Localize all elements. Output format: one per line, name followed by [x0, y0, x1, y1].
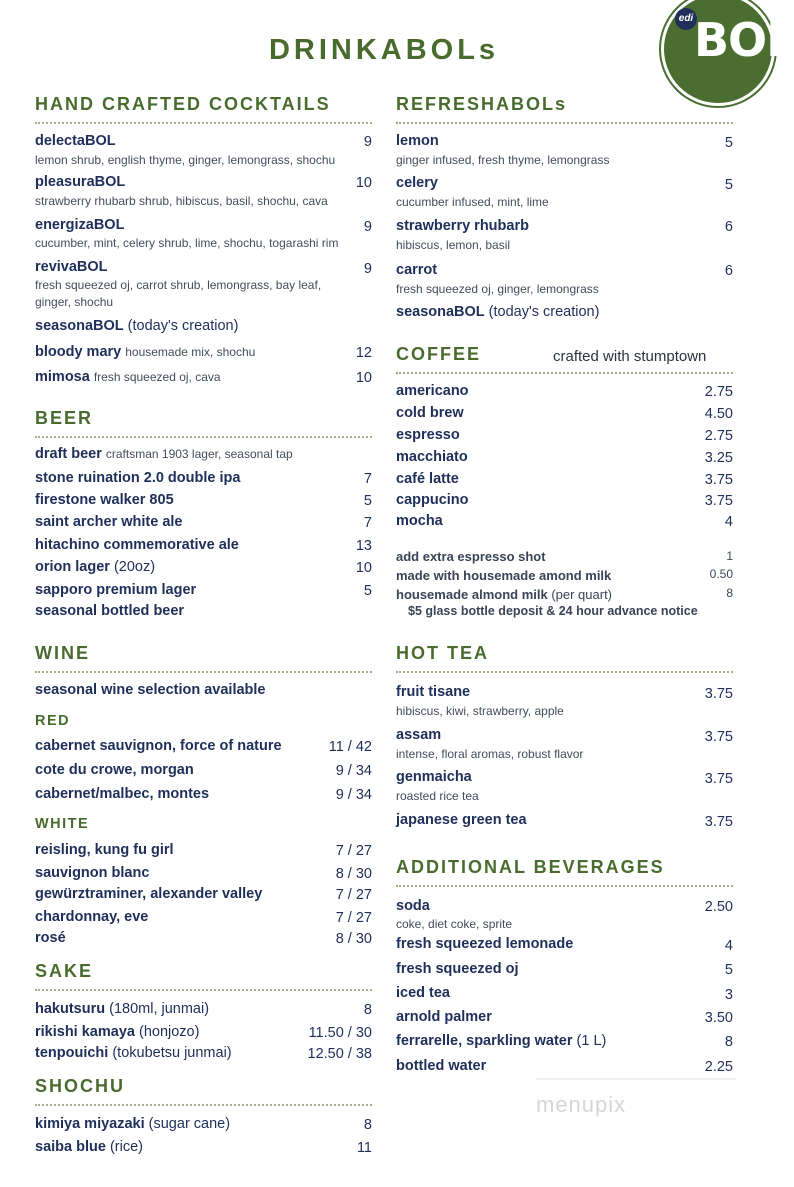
item-description: cucumber infused, mint, lime	[396, 195, 549, 209]
menu-item	[35, 1116, 230, 1132]
item-name: hakutsuru	[35, 1001, 106, 1017]
menu-item	[396, 304, 599, 320]
menu-item: fruit tisane	[396, 684, 471, 700]
white-wine-heading: WHITE	[35, 816, 90, 832]
item-name: kimiya miyazaki	[35, 1116, 145, 1132]
coffee-heading: COFFEE	[396, 344, 482, 364]
item-description: hibiscus, kiwi, strawberry, apple	[396, 704, 564, 718]
menu-item: pleasuraBOL	[35, 174, 126, 190]
addon-price: 1	[726, 549, 733, 563]
item-note: (tokubetsu junmai)	[108, 1045, 232, 1061]
section-divider	[35, 122, 372, 124]
item-price: 9	[363, 134, 372, 150]
item-price: 3.75	[704, 814, 733, 830]
item-note: (today's creation)	[123, 318, 239, 334]
refreshabols-heading: REFRESHABOLs	[396, 94, 568, 114]
section-divider	[396, 372, 733, 374]
wine-heading: WINE	[35, 643, 90, 663]
menu-item: stone ruination 2.0 double ipa	[35, 470, 241, 486]
item-price: 5	[363, 493, 372, 509]
logo-bol-text: BOL	[694, 13, 794, 67]
item-price: 5	[724, 962, 733, 978]
item-name: mimosa	[35, 369, 90, 385]
item-price: 11.50 / 30	[308, 1025, 372, 1041]
item-name: bloody mary	[35, 344, 122, 360]
item-price: 7 / 27	[335, 843, 372, 859]
item-price: 8	[724, 1034, 733, 1050]
section-divider	[35, 436, 372, 438]
menu-item	[35, 344, 255, 360]
menu-item: lemon	[396, 133, 439, 149]
shochu-heading: SHOCHU	[35, 1076, 126, 1096]
menu-item: hitachino commemorative ale	[35, 537, 239, 553]
menu-item: cote du crowe, morgan	[35, 762, 194, 778]
section-divider	[396, 122, 733, 124]
item-price: 8 / 30	[335, 931, 372, 947]
menu-item	[35, 369, 221, 385]
menu-item: genmaicha	[396, 769, 472, 785]
item-name: orion lager	[35, 559, 110, 575]
section-divider	[35, 1104, 372, 1106]
item-description: fresh squeezed oj, carrot shrub, lemongrass, bay leaf,	[35, 278, 322, 292]
item-price: 9 / 34	[335, 787, 372, 803]
coffee-addon: made with housemade amond milk	[396, 568, 612, 583]
section-divider	[35, 989, 372, 991]
menu-item: bottled water	[396, 1058, 487, 1074]
item-description: craftsman 1903 lager, seasonal tap	[105, 447, 293, 461]
menu-item: firestone walker 805	[35, 492, 174, 508]
item-price: 6	[724, 263, 733, 279]
item-price: 3	[724, 987, 733, 1003]
item-price: 2.75	[704, 384, 733, 400]
menu-item: soda	[396, 898, 430, 914]
item-price: 4.50	[704, 406, 733, 422]
menupix-watermark: menupix	[536, 1092, 627, 1117]
menu-item: gewürztraminer, alexander valley	[35, 886, 263, 902]
menu-item: macchiato	[396, 449, 468, 465]
menu-item: cold brew	[396, 405, 464, 421]
menu-item: cabernet sauvignon, force of nature	[35, 738, 282, 754]
beer-heading: BEER	[35, 408, 94, 428]
menu-item: americano	[396, 383, 469, 399]
sake-heading: SAKE	[35, 961, 94, 981]
item-name: ferrarelle, sparkling water	[396, 1033, 573, 1049]
menu-item	[35, 446, 293, 462]
menu-item: japanese green tea	[396, 812, 527, 828]
menu-item: sauvignon blanc	[35, 865, 150, 881]
menu-item: sapporo premium lager	[35, 582, 197, 598]
menu-item: strawberry rhubarb	[396, 218, 529, 234]
item-note: (honjozo)	[134, 1024, 200, 1040]
item-price: 5	[724, 177, 733, 193]
item-price: 9	[363, 219, 372, 235]
menu-item: café latte	[396, 471, 459, 487]
item-price: 12.50 / 38	[307, 1046, 372, 1062]
item-price: 3.75	[704, 472, 733, 488]
menu-item	[35, 1024, 199, 1040]
addon-price: 8	[726, 586, 733, 600]
item-price: 8	[363, 1117, 372, 1133]
item-note: (rice)	[105, 1139, 143, 1155]
item-price: 2.75	[704, 428, 733, 444]
item-description: ginger infused, fresh thyme, lemongrass	[396, 153, 610, 167]
item-price: 8 / 30	[335, 866, 372, 882]
menu-item: fresh squeezed oj	[396, 961, 519, 977]
cocktails-heading: HAND CRAFTED COCKTAILS	[35, 94, 331, 114]
menu-item: chardonnay, eve	[35, 909, 149, 925]
item-price: 3.50	[704, 1010, 733, 1026]
coffee-tagline: crafted with stumptown	[553, 348, 707, 365]
wine-availability-note: seasonal wine selection available	[35, 682, 266, 698]
item-name: saiba blue	[35, 1139, 106, 1155]
addon-price: 0.50	[709, 567, 733, 581]
item-description: coke, diet coke, sprite	[396, 917, 513, 931]
coffee-addon	[396, 587, 612, 602]
menu-item: espresso	[396, 427, 460, 443]
additional-beverages-heading: ADDITIONAL BEVERAGES	[396, 857, 665, 877]
item-price: 4	[724, 514, 733, 530]
menu-item: mocha	[396, 513, 443, 529]
item-description: roasted rice tea	[396, 789, 479, 803]
item-note: (180ml, junmai)	[105, 1001, 210, 1017]
item-price: 9 / 34	[335, 763, 372, 779]
item-price: 2.25	[704, 1059, 733, 1075]
item-description: fresh squeezed oj, ginger, lemongrass	[396, 282, 599, 296]
menu-item: reisling, kung fu girl	[35, 842, 174, 858]
menu-item: delectaBOL	[35, 133, 116, 149]
item-price: 3.75	[704, 686, 733, 702]
menu-item: fresh squeezed lemonade	[396, 936, 574, 952]
item-price: 5	[363, 583, 372, 599]
menu-item	[35, 1001, 209, 1017]
item-price: 3.25	[704, 450, 733, 466]
menu-item	[35, 1045, 232, 1061]
addon-note: (per quart)	[547, 587, 613, 602]
section-divider	[396, 671, 733, 673]
item-description: lemon shrub, english thyme, ginger, lemongrass, shochu	[35, 153, 336, 167]
edibol-logo	[661, 0, 794, 106]
deposit-note: $5 glass bottle deposit & 24 hour advance notice	[408, 604, 698, 618]
menu-item: arnold palmer	[396, 1009, 492, 1025]
item-name: draft beer	[35, 446, 102, 462]
menu-item: rosé	[35, 930, 66, 946]
red-wine-heading: RED	[35, 713, 71, 729]
item-price: 5	[724, 135, 733, 151]
menu-item: revivaBOL	[35, 259, 108, 275]
menu-item: carrot	[396, 262, 438, 278]
item-name: rikishi kamaya	[35, 1024, 135, 1040]
item-description: housemade mix, shochu	[125, 345, 256, 359]
item-price: 8	[363, 1002, 372, 1018]
item-description: hibiscus, lemon, basil	[396, 238, 511, 252]
item-description: cucumber, mint, celery shrub, lime, shochu, togarashi rim	[35, 236, 339, 250]
item-name: seasonaBOL	[35, 318, 124, 334]
menu-item	[396, 1033, 606, 1049]
item-price: 9	[363, 261, 372, 277]
item-price: 10	[355, 560, 372, 576]
item-price: 7	[363, 471, 372, 487]
menu-item: cabernet/malbec, montes	[35, 786, 210, 802]
item-note: (today's creation)	[484, 304, 600, 320]
item-description: fresh squeezed oj, cava	[93, 370, 221, 384]
item-price: 13	[355, 538, 372, 554]
item-name: seasonaBOL	[396, 304, 485, 320]
item-price: 3.75	[704, 771, 733, 787]
item-price: 3.75	[704, 729, 733, 745]
logo-edi-mark: edi	[675, 8, 697, 30]
item-price: 3.75	[704, 493, 733, 509]
menu-item: iced tea	[396, 985, 450, 1001]
hot-tea-heading: HOT TEA	[396, 643, 489, 663]
menu-item: energizaBOL	[35, 217, 125, 233]
section-divider	[396, 885, 733, 887]
menu-item: assam	[396, 727, 442, 743]
item-price: 11	[356, 1140, 372, 1156]
item-note: (sugar cane)	[144, 1116, 231, 1132]
item-description: intense, floral aromas, robust flavor	[396, 747, 584, 761]
item-name: tenpouichi	[35, 1045, 109, 1061]
menu-item: saint archer white ale	[35, 514, 183, 530]
item-price: 10	[355, 370, 372, 386]
item-description: ginger, shochu	[35, 295, 114, 309]
item-description: strawberry rhubarb shrub, hibiscus, basil, shochu, cava	[35, 194, 328, 208]
item-price: 10	[355, 175, 372, 191]
watermark-underline	[536, 1078, 736, 1080]
menu-item: seasonal bottled beer	[35, 603, 185, 619]
menu-title: DRINKABOLs	[268, 34, 500, 66]
coffee-addon: add extra espresso shot	[396, 549, 546, 564]
section-divider	[35, 671, 372, 673]
item-price: 7 / 27	[335, 910, 372, 926]
menu-item: celery	[396, 175, 438, 191]
item-price: 6	[724, 219, 733, 235]
addon-name: housemade almond milk	[396, 587, 548, 602]
item-price: 4	[724, 938, 733, 954]
item-price: 12	[355, 345, 372, 361]
menu-item	[35, 559, 155, 575]
menu-item	[35, 1139, 143, 1155]
item-price: 7	[363, 515, 372, 531]
item-note: (20oz)	[109, 559, 156, 575]
item-price: 11 / 42	[328, 739, 372, 755]
item-price: 2.50	[704, 899, 733, 915]
item-note: (1 L)	[572, 1033, 607, 1049]
menu-item	[35, 318, 238, 334]
menu-item: cappucino	[396, 492, 469, 508]
item-price: 7 / 27	[335, 887, 372, 903]
